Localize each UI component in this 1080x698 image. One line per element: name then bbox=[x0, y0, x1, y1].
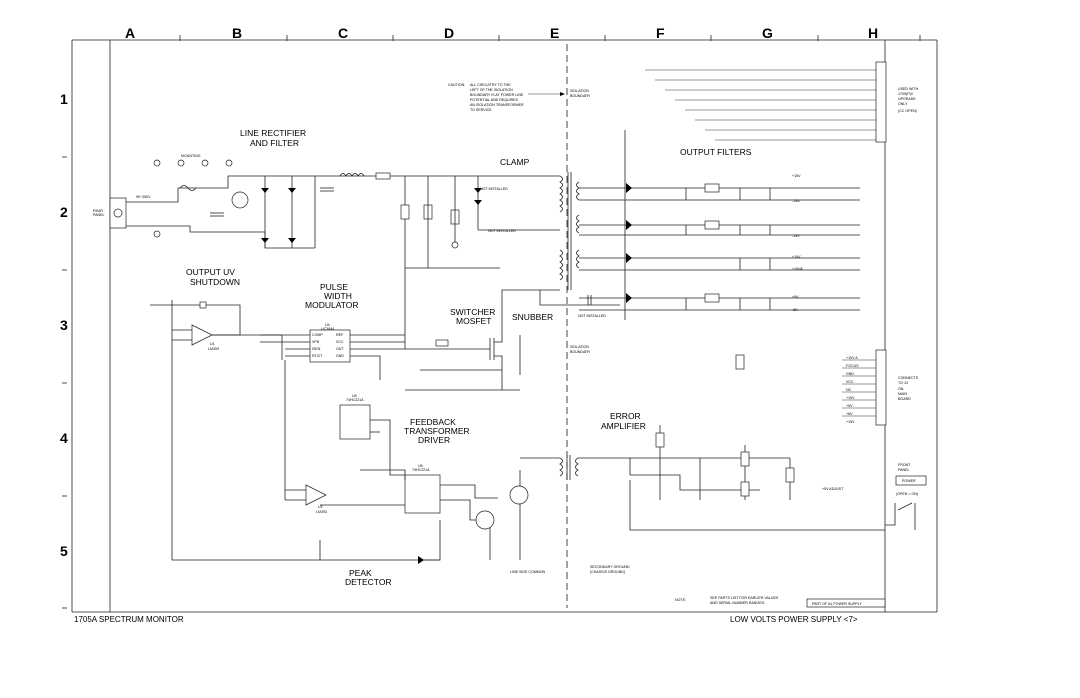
svg-text:ALL CIRCUITRY TO THE: ALL CIRCUITRY TO THE bbox=[470, 83, 511, 87]
output-filters-title: OUTPUT FILTERS bbox=[680, 147, 752, 157]
svg-text:REF: REF bbox=[336, 333, 344, 337]
svg-text:(CC OPEN): (CC OPEN) bbox=[898, 109, 917, 113]
svg-text:+10V A: +10V A bbox=[846, 356, 858, 360]
row-5: 5 bbox=[60, 543, 68, 559]
svg-text:U1: U1 bbox=[210, 342, 215, 346]
svg-text:COMP: COMP bbox=[312, 333, 323, 337]
connector-j5 bbox=[645, 62, 919, 142]
transformer-t1 bbox=[560, 172, 579, 290]
svg-text:ISEN: ISEN bbox=[312, 347, 321, 351]
svg-text:POTENTIAL AND REQUIRES: POTENTIAL AND REQUIRES bbox=[470, 98, 518, 102]
svg-text:(CHASSIS GROUND): (CHASSIS GROUND) bbox=[590, 570, 626, 574]
col-a: A bbox=[125, 25, 136, 41]
svg-text:SECONDARY GROUND: SECONDARY GROUND bbox=[590, 565, 630, 569]
svg-text:MAIN: MAIN bbox=[898, 392, 907, 396]
svg-text:VCC: VCC bbox=[336, 340, 344, 344]
ground-notes bbox=[590, 565, 779, 605]
svg-text:U4: U4 bbox=[325, 323, 330, 327]
pwm-title-2: WIDTH bbox=[324, 291, 352, 301]
svg-text:UPGRADE: UPGRADE bbox=[898, 97, 916, 101]
clamp-section bbox=[474, 157, 560, 233]
col-h: H bbox=[868, 25, 879, 41]
svg-text:OUT: OUT bbox=[336, 347, 344, 351]
svg-text:74HC221A: 74HC221A bbox=[346, 398, 364, 402]
svg-text:TO J4: TO J4 bbox=[898, 381, 908, 385]
svg-text:LM393: LM393 bbox=[208, 347, 219, 351]
col-b: B bbox=[232, 25, 243, 41]
rail-p10va: +10VA bbox=[792, 267, 803, 271]
svg-text:BOUNDARY: BOUNDARY bbox=[570, 350, 591, 354]
svg-text:NOTE:: NOTE: bbox=[675, 598, 686, 602]
svg-text:AND SERIAL NUMBER RANGES.: AND SERIAL NUMBER RANGES. bbox=[710, 601, 765, 605]
pwm-section bbox=[260, 282, 470, 380]
u6-ic bbox=[405, 475, 440, 513]
svg-text:ISOLATION: ISOLATION bbox=[570, 89, 589, 93]
svg-text:UC3844: UC3844 bbox=[321, 327, 335, 331]
snubber-section bbox=[512, 290, 620, 322]
adj-label: +5V ADJUST bbox=[822, 487, 844, 491]
svg-text:BOARD: BOARD bbox=[898, 397, 911, 401]
switcher-title-1: SWITCHER bbox=[450, 307, 496, 317]
svg-text:PANEL: PANEL bbox=[93, 213, 105, 217]
feedback-title-3: DRIVER bbox=[418, 435, 451, 445]
row-1: 1 bbox=[60, 91, 68, 107]
feedback-title-1: FEEDBACK bbox=[410, 417, 456, 427]
rail-m5d: -5D bbox=[792, 308, 798, 312]
svg-text:+10V: +10V bbox=[846, 396, 855, 400]
clamp-title: CLAMP bbox=[500, 157, 530, 167]
front-panel-power bbox=[885, 463, 926, 530]
u5-ic bbox=[340, 405, 370, 439]
svg-text:90~250V: 90~250V bbox=[136, 195, 151, 199]
svg-text:+6V: +6V bbox=[846, 412, 853, 416]
svg-text:1705(P)V: 1705(P)V bbox=[898, 92, 914, 96]
svg-text:BOUNDARY IS AT POWER LINE: BOUNDARY IS AT POWER LINE bbox=[470, 93, 524, 97]
feedback-title-2: TRANSFORMER bbox=[404, 426, 470, 436]
svg-text:ONLY: ONLY bbox=[898, 102, 908, 106]
svg-text:U5: U5 bbox=[352, 394, 357, 398]
col-g: G bbox=[762, 25, 773, 41]
svg-text:FRONT: FRONT bbox=[898, 463, 911, 467]
svg-text:BOUNDARY: BOUNDARY bbox=[570, 94, 591, 98]
svg-text:USED WITH: USED WITH bbox=[898, 87, 919, 91]
power-label: POWER bbox=[902, 479, 916, 483]
rail-p10v: +10V bbox=[792, 255, 801, 259]
svg-text:+15V: +15V bbox=[846, 420, 855, 424]
col-d: D bbox=[444, 25, 455, 41]
svg-text:74HC221A: 74HC221A bbox=[412, 468, 430, 472]
svg-text:SEE PARTS LIST FOR EARLIER VAL: SEE PARTS LIST FOR EARLIER VALUES bbox=[710, 596, 779, 600]
row-3: 3 bbox=[60, 317, 68, 333]
switcher-section bbox=[405, 290, 560, 390]
svg-text:(OPEN = ON): (OPEN = ON) bbox=[896, 492, 919, 496]
pwm-title-1: PULSE bbox=[320, 282, 348, 292]
svg-text:NOT INSTALLED: NOT INSTALLED bbox=[480, 187, 508, 191]
rail-m15v: -15V bbox=[792, 234, 800, 238]
footer-left-title: 1705A SPECTRUM MONITOR bbox=[74, 615, 184, 624]
svg-text:LM393: LM393 bbox=[316, 510, 327, 514]
peak-title-2: DETECTOR bbox=[345, 577, 392, 587]
error-amp-title-2: AMPLIFIER bbox=[601, 421, 646, 431]
svg-text:LEFT OF THE ISOLATION: LEFT OF THE ISOLATION bbox=[470, 88, 513, 92]
row-markers bbox=[60, 91, 68, 608]
col-e: E bbox=[550, 25, 560, 41]
footer-right-title: LOW VOLTS POWER SUPPLY <7> bbox=[730, 615, 858, 624]
transformer-t2 bbox=[560, 455, 630, 480]
svg-text:AN ISOLATION TRANSFORMER: AN ISOLATION TRANSFORMER bbox=[470, 103, 524, 107]
switcher-title-2: MOSFET bbox=[456, 316, 492, 326]
svg-text:LINE SIDE COMMON: LINE SIDE COMMON bbox=[510, 570, 546, 574]
pwm-title-3: MODULATOR bbox=[305, 300, 359, 310]
svg-text:NC: NC bbox=[846, 388, 852, 392]
line-rectifier-title: LINE RECTIFIER bbox=[240, 128, 307, 138]
rail-p15v: +15V bbox=[792, 174, 801, 178]
row-2: 2 bbox=[60, 204, 68, 220]
svg-text:GND: GND bbox=[846, 372, 854, 376]
line-rectifier-title-2: AND FILTER bbox=[250, 138, 299, 148]
svg-text:NOT INSTALLED: NOT INSTALLED bbox=[578, 314, 606, 318]
connector-j4 bbox=[842, 350, 919, 425]
svg-text:+5V: +5V bbox=[846, 404, 853, 408]
output-filters-section bbox=[579, 130, 860, 320]
svg-text:REAR: REAR bbox=[93, 209, 103, 213]
sheet-frame bbox=[72, 40, 937, 612]
svg-text:U2: U2 bbox=[318, 505, 323, 509]
row-4: 4 bbox=[60, 430, 68, 446]
column-markers bbox=[125, 25, 920, 41]
peak-title-1: PEAK bbox=[349, 568, 372, 578]
rail-p5v: +5V bbox=[792, 295, 799, 299]
output-uv-title-2: SHUTDOWN bbox=[190, 277, 241, 287]
peak-detector-section bbox=[172, 360, 440, 587]
error-amp-title-1: ERROR bbox=[610, 411, 641, 421]
svg-text:CAUTION:: CAUTION: bbox=[448, 83, 466, 87]
svg-text:RT/CT: RT/CT bbox=[312, 354, 323, 358]
rail-m15a: -15A bbox=[792, 199, 800, 203]
svg-text:VFB: VFB bbox=[312, 340, 319, 344]
svg-text:TO SERVICE: TO SERVICE bbox=[470, 108, 492, 112]
svg-text:NOT INSTALLED: NOT INSTALLED bbox=[488, 229, 516, 233]
svg-text:MOUNTING: MOUNTING bbox=[181, 154, 201, 158]
svg-text:CONNECTS: CONNECTS bbox=[898, 376, 919, 380]
svg-text:ISOLATION: ISOLATION bbox=[570, 345, 589, 349]
svg-text:PANEL: PANEL bbox=[898, 468, 910, 472]
snubber-title: SNUBBER bbox=[512, 312, 554, 322]
svg-text:FOCUS: FOCUS bbox=[846, 364, 859, 368]
svg-text:U6: U6 bbox=[418, 464, 423, 468]
output-uv-section bbox=[150, 267, 282, 390]
output-uv-title: OUTPUT UV bbox=[186, 267, 235, 277]
svg-text:ON: ON bbox=[898, 387, 904, 391]
part-of-label: PART OF A1 POWER SUPPLY bbox=[812, 602, 862, 606]
col-f: F bbox=[656, 25, 665, 41]
svg-text:VCC: VCC bbox=[846, 380, 854, 384]
error-amp-section bbox=[601, 355, 885, 530]
col-c: C bbox=[338, 25, 349, 41]
svg-text:GND: GND bbox=[336, 354, 344, 358]
